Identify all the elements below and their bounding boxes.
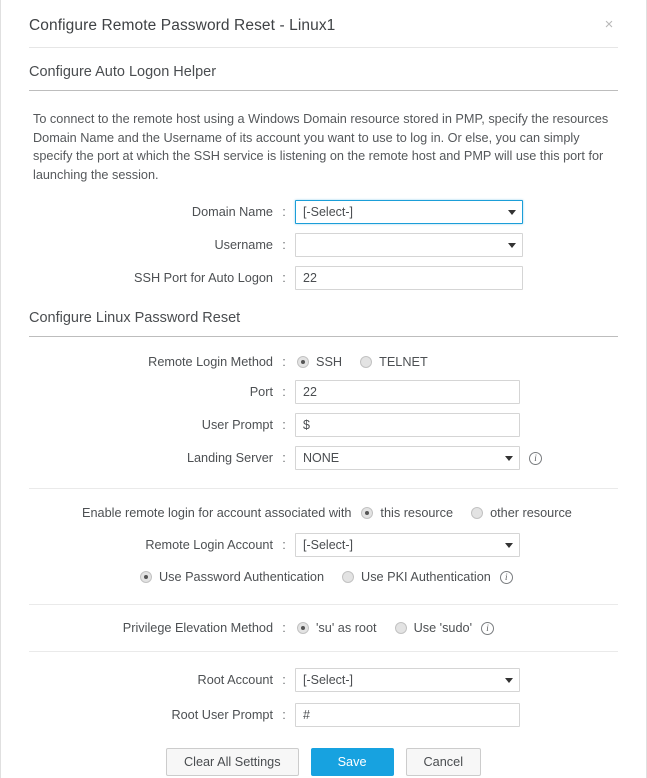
colon-remote-login-method: : [282, 355, 286, 369]
colon-username: : [282, 238, 286, 252]
root-user-prompt-input[interactable] [295, 703, 520, 727]
remote-login-account-value: [-Select-] [303, 538, 354, 552]
radio-use-sudo[interactable] [395, 622, 407, 634]
radio-ssh[interactable] [297, 356, 309, 368]
domain-name-select[interactable] [295, 200, 523, 224]
field-row-remote-login-account [1, 533, 646, 557]
enable-remote-login-row [1, 506, 646, 520]
colon-landing-server: : [282, 451, 286, 465]
field-row-root-account [1, 668, 646, 692]
info-icon-privilege-elevation[interactable]: i [481, 622, 494, 635]
label-ssh-port: SSH Port for Auto Logon [134, 271, 273, 285]
colon-remote-login-account: : [282, 538, 286, 552]
enable-remote-login-text: Enable remote login for account associated with [82, 506, 352, 520]
label-landing-server: Landing Server [186, 451, 273, 465]
radio-other-resource[interactable] [471, 507, 483, 519]
info-icon-landing-server[interactable]: i [529, 452, 542, 465]
radio-su-as-root[interactable] [297, 622, 309, 634]
dialog-titlebar [29, 0, 618, 48]
field-row-landing-server [1, 446, 646, 470]
field-row-privilege-elevation [1, 621, 646, 635]
radio-label-use-sudo[interactable]: Use 'sudo' [413, 621, 473, 635]
field-row-username [1, 233, 646, 257]
colon-user-prompt: : [282, 418, 286, 432]
cancel-button[interactable]: Cancel [406, 748, 482, 776]
info-icon-authentication[interactable]: i [500, 571, 513, 584]
field-row-root-user-prompt [1, 703, 646, 727]
field-row-domain-name [1, 200, 646, 224]
radio-label-this-resource[interactable]: this resource [380, 506, 454, 520]
dialog-footer-buttons [1, 748, 646, 776]
domain-name-value: [-Select-] [303, 205, 354, 219]
field-row-remote-login-method [1, 355, 646, 369]
chevron-down-icon [508, 210, 516, 215]
divider-privilege-bottom [29, 651, 618, 652]
landing-server-select[interactable] [295, 446, 520, 470]
section-heading-linux-reset: Configure Linux Password Reset [29, 290, 618, 337]
dialog-title: Configure Remote Password Reset - Linux1 [29, 17, 336, 34]
chevron-down-icon [505, 456, 513, 461]
ssh-port-input[interactable] [295, 266, 523, 290]
label-remote-login-method: Remote Login Method [148, 355, 273, 369]
chevron-down-icon [505, 678, 513, 683]
label-remote-login-account: Remote Login Account [145, 538, 273, 552]
field-row-port [1, 380, 646, 404]
save-button[interactable]: Save [311, 748, 394, 776]
auto-logon-description: To connect to the remote host using a Windows Domain resource stored in PMP, specify the resources Domain Name and the Username of its account you want to use to log in. Or else, you can simply specify the port at which the SSH service is listening on the remote host and PMP will use this port for launching the session. [33, 112, 609, 182]
chevron-down-icon [508, 243, 516, 248]
radio-telnet[interactable] [360, 356, 372, 368]
root-account-value: [-Select-] [303, 673, 354, 687]
clear-all-settings-button[interactable]: Clear All Settings [166, 748, 299, 776]
colon-port: : [282, 385, 286, 399]
close-icon[interactable]: × [604, 16, 614, 33]
radio-password-authentication[interactable] [140, 571, 152, 583]
colon-root-account: : [282, 673, 286, 687]
authentication-row [1, 570, 646, 584]
colon-privilege-elevation: : [282, 621, 286, 635]
radio-label-other-resource[interactable]: other resource [490, 506, 572, 520]
user-prompt-input[interactable] [295, 413, 520, 437]
remote-login-account-select[interactable] [295, 533, 520, 557]
radio-this-resource[interactable] [361, 507, 373, 519]
field-row-user-prompt [1, 413, 646, 437]
landing-server-value: NONE [303, 451, 340, 465]
field-row-ssh-port [1, 266, 646, 290]
label-root-account: Root Account [197, 673, 273, 687]
root-account-select[interactable] [295, 668, 520, 692]
radio-label-pki-authentication[interactable]: Use PKI Authentication [361, 570, 491, 584]
label-username: Username [214, 238, 273, 252]
radio-label-password-authentication[interactable]: Use Password Authentication [159, 570, 325, 584]
section-heading-auto-logon: Configure Auto Logon Helper [29, 48, 618, 91]
radio-label-telnet[interactable]: TELNET [379, 355, 428, 369]
label-root-user-prompt: Root User Prompt [171, 708, 273, 722]
radio-pki-authentication[interactable] [342, 571, 354, 583]
colon-root-user-prompt: : [282, 708, 286, 722]
radio-label-ssh[interactable]: SSH [316, 355, 343, 369]
colon-ssh-port: : [282, 271, 286, 285]
chevron-down-icon [505, 543, 513, 548]
label-user-prompt: User Prompt [201, 418, 273, 432]
divider-remote-login [29, 488, 618, 489]
divider-privilege-top [29, 604, 618, 605]
label-domain-name: Domain Name [191, 205, 273, 219]
username-select[interactable] [295, 233, 523, 257]
port-input[interactable] [295, 380, 520, 404]
label-privilege-elevation: Privilege Elevation Method [122, 621, 273, 635]
colon-domain-name: : [282, 205, 286, 219]
label-port: Port [249, 385, 273, 399]
radio-label-su-as-root[interactable]: 'su' as root [316, 621, 377, 635]
